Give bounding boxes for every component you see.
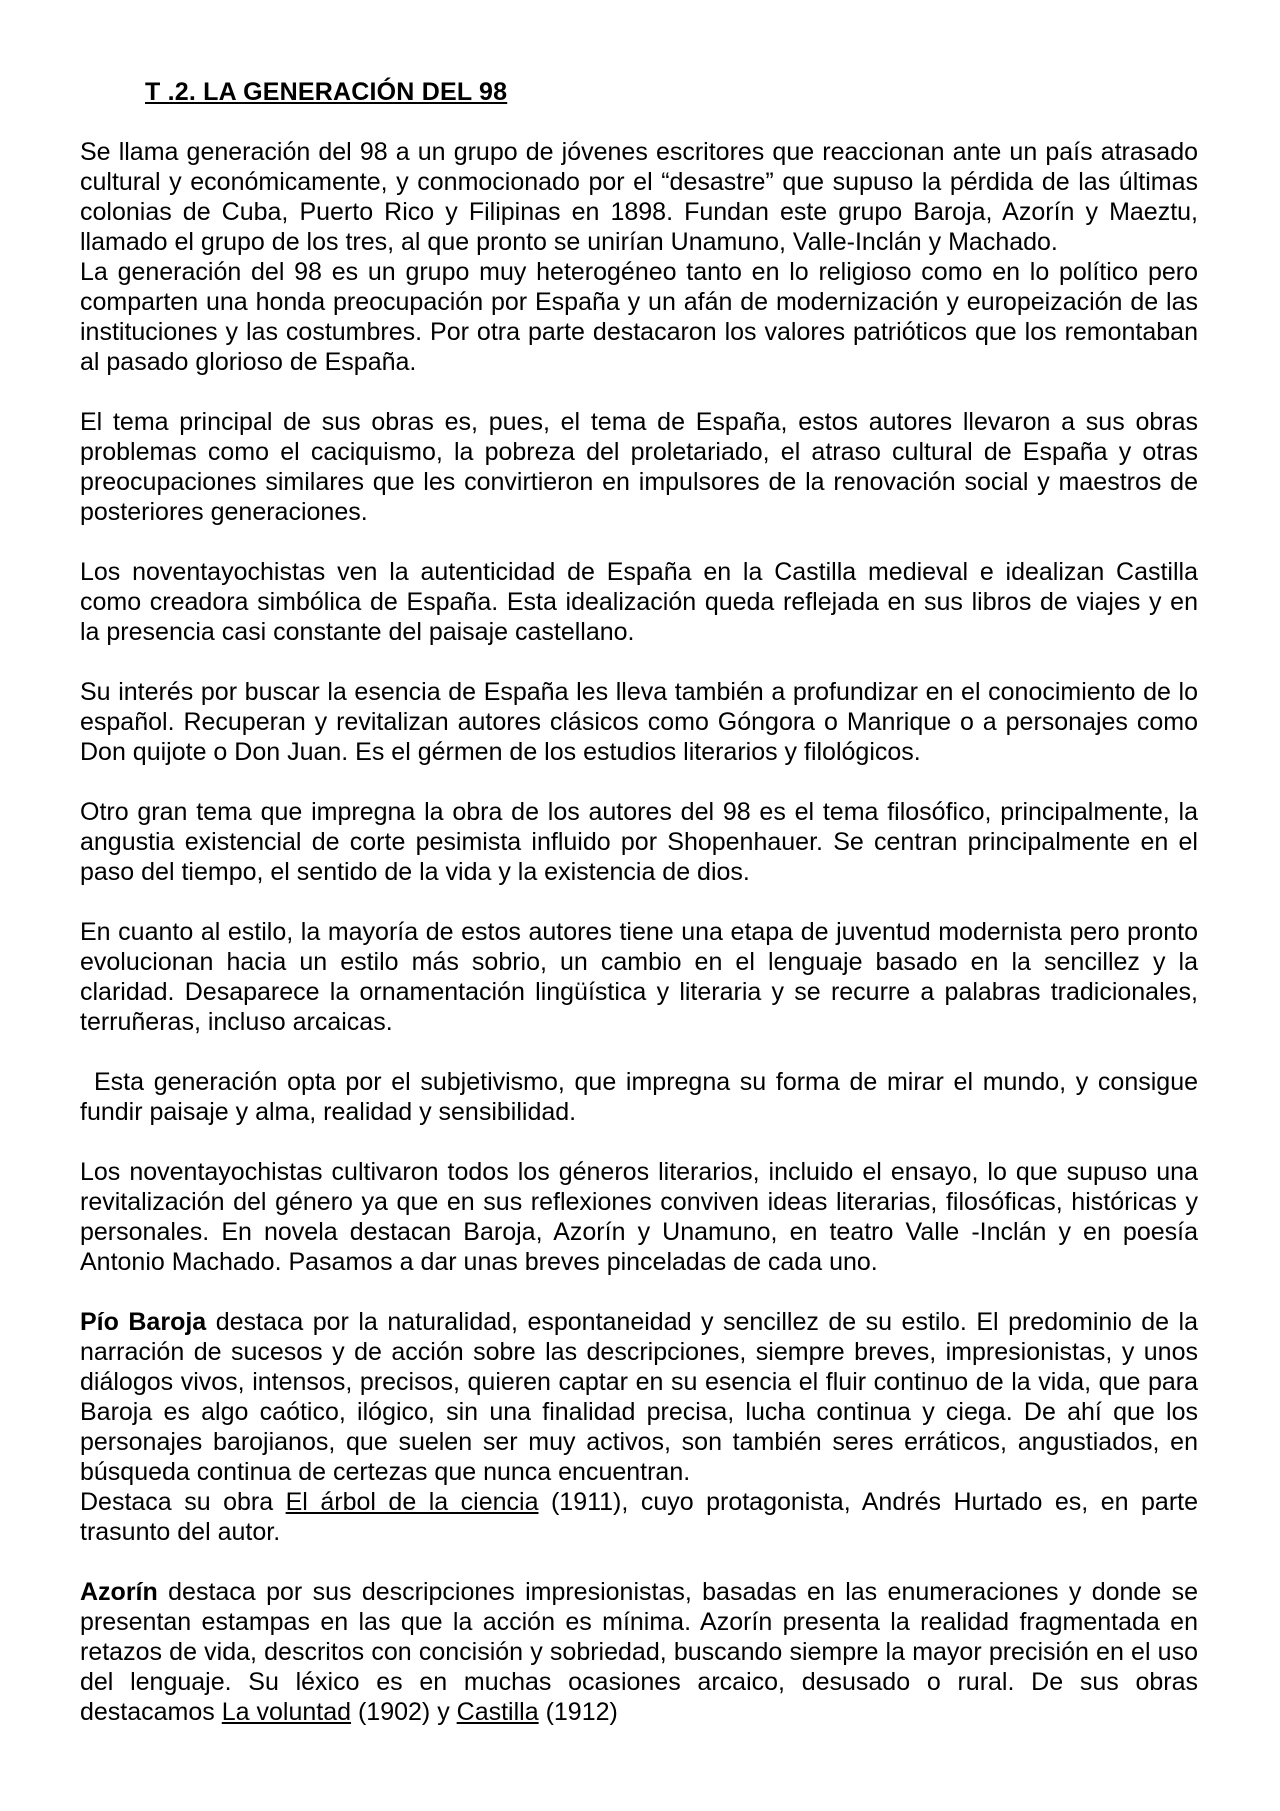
paragraph-text: Esta generación opta por el subjetivismo, que impregna su forma de mirar el mundo, y consigue fundir paisaje y alma, realidad y sensibilidad. (80, 1068, 1198, 1126)
paragraph-text: En cuanto al estilo, la mayoría de estos autores tiene una etapa de juventud modernista pero pronto evolucionan hacia un estilo más sobrio, un cambio en el lenguaje basado en la sencillez y la claridad. Desaparece la ornamentación lingüística y literaria y se recurre a palabras tradicionales, terruñeras, incluso arcaicas. (80, 918, 1198, 1036)
paragraph-castilla (80, 557, 1198, 647)
paragraph-text: Otro gran tema que impregna la obra de los autores del 98 es el tema filosófico, principalmente, la angustia existencial de corte pesimista influido por Shopenhauer. Se centran principalmente en el paso del tiempo, el sentido de la vida y la existencia de dios. (80, 798, 1198, 886)
paragraph-text: La generación del 98 es un grupo muy heterogéneo tanto en lo religioso como en lo político pero comparten una honda preocupación por España y un afán de modernización y europeización de las instituciones y las costumbres. Por otra parte destacaron los valores patrióticos que los remontaban al pasado glorioso de España. (80, 258, 1198, 376)
paragraph-text: destaca por la naturalidad, espontaneidad y sencillez de su estilo. El predominio de la narración de sucesos y de acción sobre las descripciones, siempre breves, impresionistas, y unos diálogos vivos, intensos, precisos, quieren captar en su esencia el fluir continuo de la vida, que para Baroja es algo caótico, ilógico, sin una finalidad precisa, lucha continua y ciega. De ahí que los personajes barojianos, que suelen ser muy activos, son también seres erráticos, angustiados, en búsqueda continua de certezas que nunca encuentran. (80, 1308, 1198, 1486)
paragraph-estilo (80, 917, 1198, 1037)
book-title-castilla: Castilla (456, 1698, 539, 1726)
paragraph-text: Se llama generación del 98 a un grupo de jóvenes escritores que reaccionan ante un país atrasado cultural y económicamente, y conmocionado por el “desastre” que supuso la pérdida de las últimas colonias de Cuba, Puerto Rico y Filipinas en 1898. Fundan este grupo Baroja, Azorín y Maeztu, llamado el grupo de los tres, al que pronto se unirían Unamuno, Valle-Inclán y Machado. (80, 138, 1198, 256)
paragraph-esencia (80, 677, 1198, 767)
author-name-azorin: Azorín (80, 1578, 158, 1606)
paragraph-text: Su interés por buscar la esencia de España les lleva también a profundizar en el conocimiento de lo español. Recuperan y revitalizan autores clásicos como Góngora o Manrique o a personajes como Don quijote o Don Juan. Es el gérmen de los estudios literarios y filológicos. (80, 678, 1198, 766)
paragraph-heterogeneidad (80, 257, 1198, 377)
paragraph-text: El tema principal de sus obras es, pues, el tema de España, estos autores llevaron a sus obras problemas como el caciquismo, la pobreza del proletariado, el atraso cultural de España y otras preocupaciones similares que les convirtieron en impulsores de la renovación social y maestros de posteriores generaciones. (80, 408, 1198, 526)
paragraph-origen (80, 137, 1198, 257)
paragraph-pio-baroja (80, 1307, 1198, 1487)
document-title: T .2. LA GENERACIÓN DEL 98 (145, 78, 508, 106)
paragraph-azorin (80, 1577, 1198, 1727)
paragraph-baroja-obra (80, 1487, 1198, 1547)
paragraph-tema-espana (80, 407, 1198, 527)
book-title-la-voluntad: La voluntad (221, 1698, 352, 1726)
paragraph-text: (1902) y (351, 1698, 457, 1726)
paragraph-text: Los noventayochistas ven la autenticidad de España en la Castilla medieval e idealizan Castilla como creadora simbólica de España. Esta idealización queda reflejada en sus libros de viajes y en la presencia casi constante del paisaje castellano. (80, 558, 1198, 646)
paragraph-text: Los noventayochistas cultivaron todos los géneros literarios, incluido el ensayo, lo que supuso una revitalización del género ya que en sus reflexiones conviven ideas literarias, filosóficas, históricas y personales. En novela destacan Baroja, Azorín y Unamuno, en teatro Valle -Inclán y en poesía Antonio Machado. Pasamos a dar unas breves pinceladas de cada uno. (80, 1158, 1198, 1276)
book-title-el-arbol-de-la-ciencia: El árbol de la ciencia (285, 1488, 539, 1516)
paragraph-generos (80, 1157, 1198, 1277)
paragraph-text: (1912) (538, 1698, 618, 1726)
author-name-baroja: Pío Baroja (80, 1308, 207, 1336)
paragraph-text: Destaca su obra (80, 1488, 286, 1516)
paragraph-text: destaca por sus descripciones impresionistas, basadas en las enumeraciones y donde se presentan estampas en las que la acción es mínima. Azorín presenta la realidad fragmentada en retazos de vida, descritos con concisión y sobriedad, buscando siempre la mayor precisión en el uso del lenguaje. Su léxico es en muchas ocasiones arcaico, desusado o rural. De sus obras destacamos (80, 1578, 1198, 1726)
paragraph-filosofico (80, 797, 1198, 887)
paragraph-subjetivismo (80, 1067, 1198, 1127)
paragraph-text: (1911), cuyo protagonista, Andrés Hurtado es, en parte trasunto del autor. (80, 1488, 1198, 1546)
